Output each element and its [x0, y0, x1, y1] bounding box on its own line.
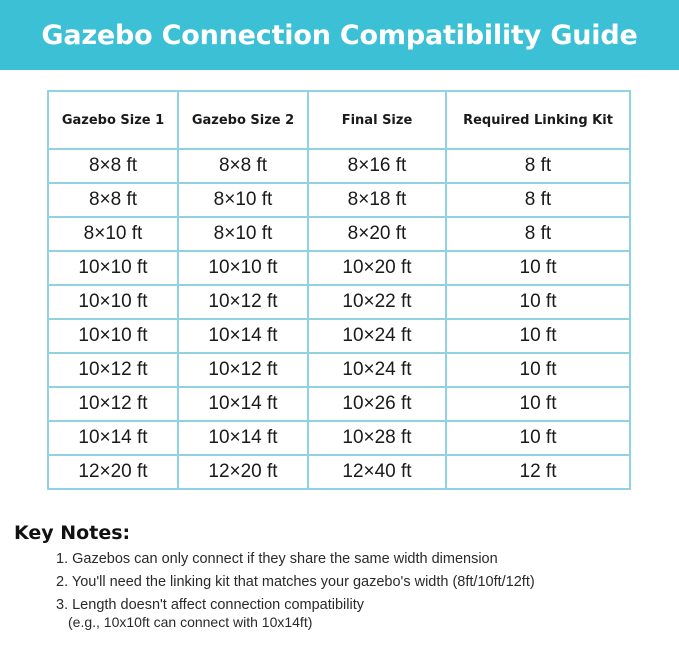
key-notes-title: Key Notes:	[14, 522, 131, 544]
table-row	[48, 285, 630, 319]
note-text: 1. Gazebos can only connect if they share the same width dimension	[56, 551, 498, 567]
cell-size-1: 12×20 ft	[48, 455, 178, 489]
cell-final-size: 12×40 ft	[308, 455, 446, 489]
cell-linking-kit: 10 ft	[446, 319, 630, 353]
cell-size-2: 10×14 ft	[178, 421, 308, 455]
cell-final-size: 8×20 ft	[308, 217, 446, 251]
cell-linking-kit: 12 ft	[446, 455, 630, 489]
cell-size-2: 10×12 ft	[178, 353, 308, 387]
cell-final-size: 10×24 ft	[308, 353, 446, 387]
cell-size-1: 8×8 ft	[48, 183, 178, 217]
cell-linking-kit: 10 ft	[446, 251, 630, 285]
cell-linking-kit: 8 ft	[446, 183, 630, 217]
cell-size-2: 8×10 ft	[178, 183, 308, 217]
cell-linking-kit: 8 ft	[446, 149, 630, 183]
cell-linking-kit: 10 ft	[446, 285, 630, 319]
cell-final-size: 10×20 ft	[308, 251, 446, 285]
cell-final-size: 8×16 ft	[308, 149, 446, 183]
note-item	[56, 551, 674, 568]
cell-size-1: 10×10 ft	[48, 319, 178, 353]
cell-final-size: 10×24 ft	[308, 319, 446, 353]
cell-final-size: 10×22 ft	[308, 285, 446, 319]
column-header-size-2: Gazebo Size 2	[178, 91, 308, 149]
column-header-size-1: Gazebo Size 1	[48, 91, 178, 149]
page-title: Gazebo Connection Compatibility Guide	[41, 19, 638, 51]
note-text: 2. You'll need the linking kit that matches your gazebo's width (8ft/10ft/12ft)	[56, 574, 535, 590]
key-notes-section	[14, 522, 674, 637]
cell-size-1: 10×12 ft	[48, 387, 178, 421]
table-row	[48, 251, 630, 285]
cell-size-2: 8×8 ft	[178, 149, 308, 183]
cell-size-2: 10×14 ft	[178, 387, 308, 421]
table-header-row	[48, 91, 630, 149]
cell-final-size: 10×26 ft	[308, 387, 446, 421]
note-example: (e.g., 10x10ft can connect with 10x14ft)	[68, 614, 313, 630]
cell-size-1: 10×10 ft	[48, 251, 178, 285]
table-row	[48, 319, 630, 353]
cell-size-2: 10×12 ft	[178, 285, 308, 319]
cell-size-1: 8×10 ft	[48, 217, 178, 251]
cell-linking-kit: 8 ft	[446, 217, 630, 251]
note-item	[56, 597, 674, 631]
compatibility-table	[47, 90, 631, 490]
table-row	[48, 387, 630, 421]
cell-size-1: 10×12 ft	[48, 353, 178, 387]
cell-final-size: 8×18 ft	[308, 183, 446, 217]
cell-size-2: 12×20 ft	[178, 455, 308, 489]
table-row	[48, 421, 630, 455]
table-row	[48, 455, 630, 489]
cell-size-1: 10×10 ft	[48, 285, 178, 319]
note-text: 3. Length doesn't affect connection compatibility	[56, 597, 365, 613]
column-header-linking-kit: Required Linking Kit	[446, 91, 630, 149]
cell-linking-kit: 10 ft	[446, 387, 630, 421]
cell-size-2: 10×14 ft	[178, 319, 308, 353]
table-row	[48, 217, 630, 251]
note-item	[56, 574, 674, 591]
cell-size-2: 8×10 ft	[178, 217, 308, 251]
table-row	[48, 183, 630, 217]
cell-linking-kit: 10 ft	[446, 421, 630, 455]
title-banner	[0, 0, 679, 70]
column-header-final-size: Final Size	[308, 91, 446, 149]
cell-linking-kit: 10 ft	[446, 353, 630, 387]
cell-size-1: 10×14 ft	[48, 421, 178, 455]
cell-final-size: 10×28 ft	[308, 421, 446, 455]
table-row	[48, 353, 630, 387]
cell-size-1: 8×8 ft	[48, 149, 178, 183]
table-row	[48, 149, 630, 183]
cell-size-2: 10×10 ft	[178, 251, 308, 285]
key-notes-list	[14, 551, 674, 631]
